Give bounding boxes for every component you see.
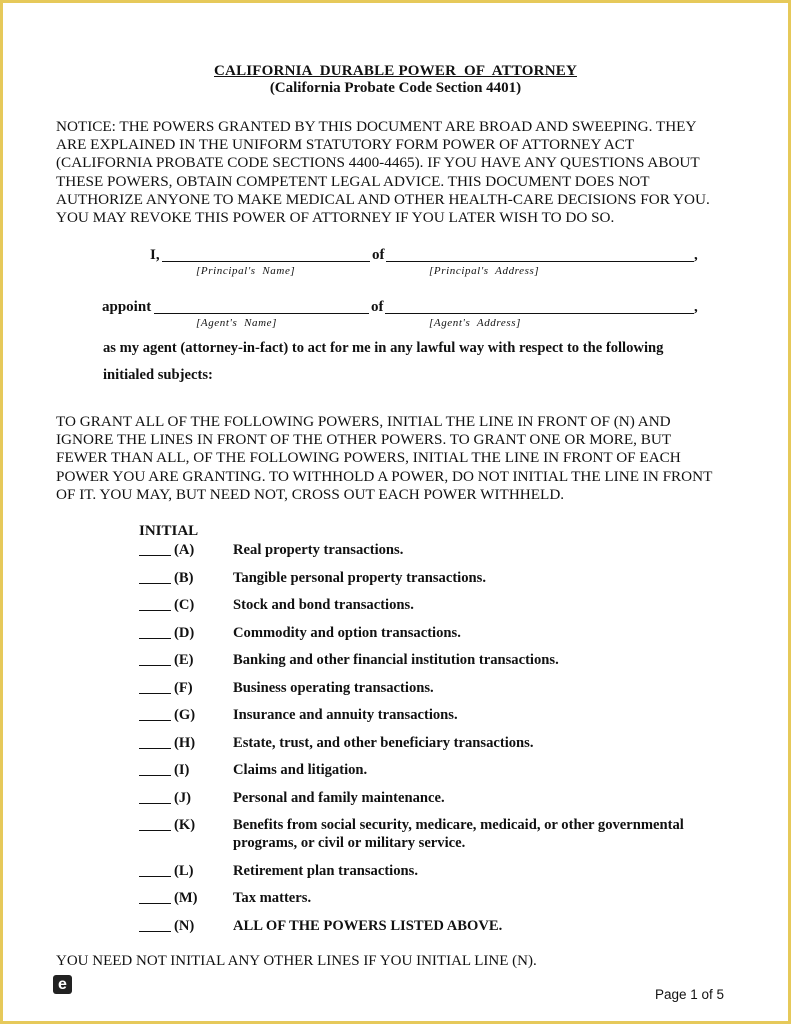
- principal-address-caption: [Principal's Address]: [429, 265, 540, 277]
- power-letter: (L): [174, 863, 194, 879]
- principal-address-field[interactable]: [386, 247, 694, 262]
- power-description: Retirement plan transactions.: [233, 863, 418, 879]
- principal-name-caption: [Principal's Name]: [196, 265, 296, 277]
- power-description: Benefits from social security, medicare, medicaid, or other governmental: [233, 817, 684, 833]
- power-description: Banking and other financial institution transactions.: [233, 652, 559, 668]
- initial-blank[interactable]: [139, 706, 171, 721]
- notice-line: (CALIFORNIA PROBATE CODE SECTIONS 4400-4465). IF YOU HAVE ANY QUESTIONS ABOUT: [56, 154, 700, 172]
- power-letter: (K): [174, 817, 196, 833]
- power-description: Claims and litigation.: [233, 762, 368, 778]
- power-letter: (J): [174, 790, 192, 806]
- power-letter: (N): [174, 918, 195, 934]
- brand-logo-icon: e: [53, 975, 72, 994]
- page-number: Page 1 of 5: [654, 987, 724, 1002]
- power-letter: (B): [174, 570, 194, 586]
- notice-paragraph: [56, 118, 746, 227]
- notice-line: NOTICE: THE POWERS GRANTED BY THIS DOCUMENT ARE BROAD AND SWEEPING. THEY: [56, 118, 697, 135]
- power-description: Commodity and option transactions.: [233, 625, 461, 641]
- power-letter: (M): [174, 890, 198, 906]
- agent-appoint-label: appoint: [102, 299, 152, 315]
- instructions-line: IGNORE THE LINES IN FRONT OF THE OTHER POWERS. TO GRANT ONE OR MORE, BUT: [56, 431, 672, 449]
- power-description-continued: programs, or civil or military service.: [233, 835, 466, 851]
- principal-of-label: of: [372, 247, 385, 263]
- notice-line: YOU MAY REVOKE THIS POWER OF ATTORNEY IF YOU LATER WISH TO DO SO.: [56, 209, 615, 227]
- power-description: Estate, trust, and other beneficiary transactions.: [233, 735, 534, 751]
- notice-line: AUTHORIZE ANYONE TO MAKE MEDICAL AND OTHER HEALTH-CARE DECISIONS FOR YOU.: [56, 190, 710, 208]
- instructions-line: OF IT. YOU MAY, BUT NEED NOT, CROSS OUT EACH POWER WITHHELD.: [56, 485, 565, 503]
- power-letter: (F): [174, 680, 193, 696]
- initial-blank[interactable]: [139, 734, 171, 749]
- document-title: CALIFORNIA DURABLE POWER OF ATTORNEY: [214, 63, 577, 79]
- power-letter: (G): [174, 707, 196, 723]
- power-letter: (C): [174, 597, 195, 613]
- agent-comma: ,: [694, 299, 698, 315]
- instructions-line: FEWER THAN ALL, OF THE FOLLOWING POWERS, INITIAL THE LINE IN FRONT OF EACH: [56, 449, 681, 467]
- power-letter: (D): [174, 625, 195, 641]
- principal-label: I,: [150, 247, 160, 263]
- agent-name-field[interactable]: [154, 299, 369, 314]
- power-description: Business operating transactions.: [233, 680, 434, 696]
- agent-authority-line: as my agent (attorney-in-fact) to act for me in any lawful way with respect to the following: [103, 340, 664, 356]
- initial-blank[interactable]: [139, 862, 171, 877]
- agent-of-label: of: [371, 299, 384, 315]
- agent-name-caption: [Agent's Name]: [196, 317, 278, 329]
- instructions-line: TO GRANT ALL OF THE FOLLOWING POWERS, INITIAL THE LINE IN FRONT OF (N) AND: [56, 413, 671, 430]
- initial-blank[interactable]: [139, 889, 171, 904]
- instructions-line: POWER YOU ARE GRANTING. TO WITHHOLD A POWER, DO NOT INITIAL THE LINE IN FRONT: [56, 467, 713, 485]
- principal-name-field[interactable]: [162, 247, 370, 262]
- initial-blank[interactable]: [139, 596, 171, 611]
- initial-blank[interactable]: [139, 789, 171, 804]
- document-title-block: [0, 63, 791, 97]
- power-description: Personal and family maintenance.: [233, 790, 445, 806]
- agent-address-field[interactable]: [385, 299, 694, 314]
- notice-line: ARE EXPLAINED IN THE UNIFORM STATUTORY FORM POWER OF ATTORNEY ACT: [56, 136, 635, 154]
- power-description: Stock and bond transactions.: [233, 597, 414, 613]
- initial-blank[interactable]: [139, 761, 171, 776]
- instructions-paragraph: [56, 413, 746, 504]
- power-description: Tangible personal property transactions.: [233, 570, 486, 586]
- power-letter: (E): [174, 652, 194, 668]
- power-letter: (A): [174, 542, 195, 558]
- power-description: Real property transactions.: [233, 542, 404, 558]
- power-description: ALL OF THE POWERS LISTED ABOVE.: [233, 918, 503, 934]
- power-description: Tax matters.: [233, 890, 312, 906]
- initial-blank[interactable]: [139, 651, 171, 666]
- initial-blank[interactable]: [139, 816, 171, 831]
- power-letter: (I): [174, 762, 190, 778]
- document-subtitle: (California Probate Code Section 4401): [269, 80, 522, 96]
- notice-line: THESE POWERS, OBTAIN COMPETENT LEGAL ADVICE. THIS DOCUMENT DOES NOT: [56, 172, 650, 190]
- principal-comma: ,: [694, 247, 698, 263]
- initial-blank[interactable]: [139, 917, 171, 932]
- power-letter: (H): [174, 735, 196, 751]
- power-description: Insurance and annuity transactions.: [233, 707, 458, 723]
- initial-blank[interactable]: [139, 569, 171, 584]
- agent-authority-line: initialed subjects:: [103, 367, 213, 383]
- initial-blank[interactable]: [139, 624, 171, 639]
- initial-header: INITIAL: [139, 523, 199, 539]
- agent-address-caption: [Agent's Address]: [429, 317, 521, 329]
- initial-blank[interactable]: [139, 679, 171, 694]
- initial-blank[interactable]: [139, 541, 171, 556]
- footer-note: YOU NEED NOT INITIAL ANY OTHER LINES IF YOU INITIAL LINE (N).: [56, 953, 537, 969]
